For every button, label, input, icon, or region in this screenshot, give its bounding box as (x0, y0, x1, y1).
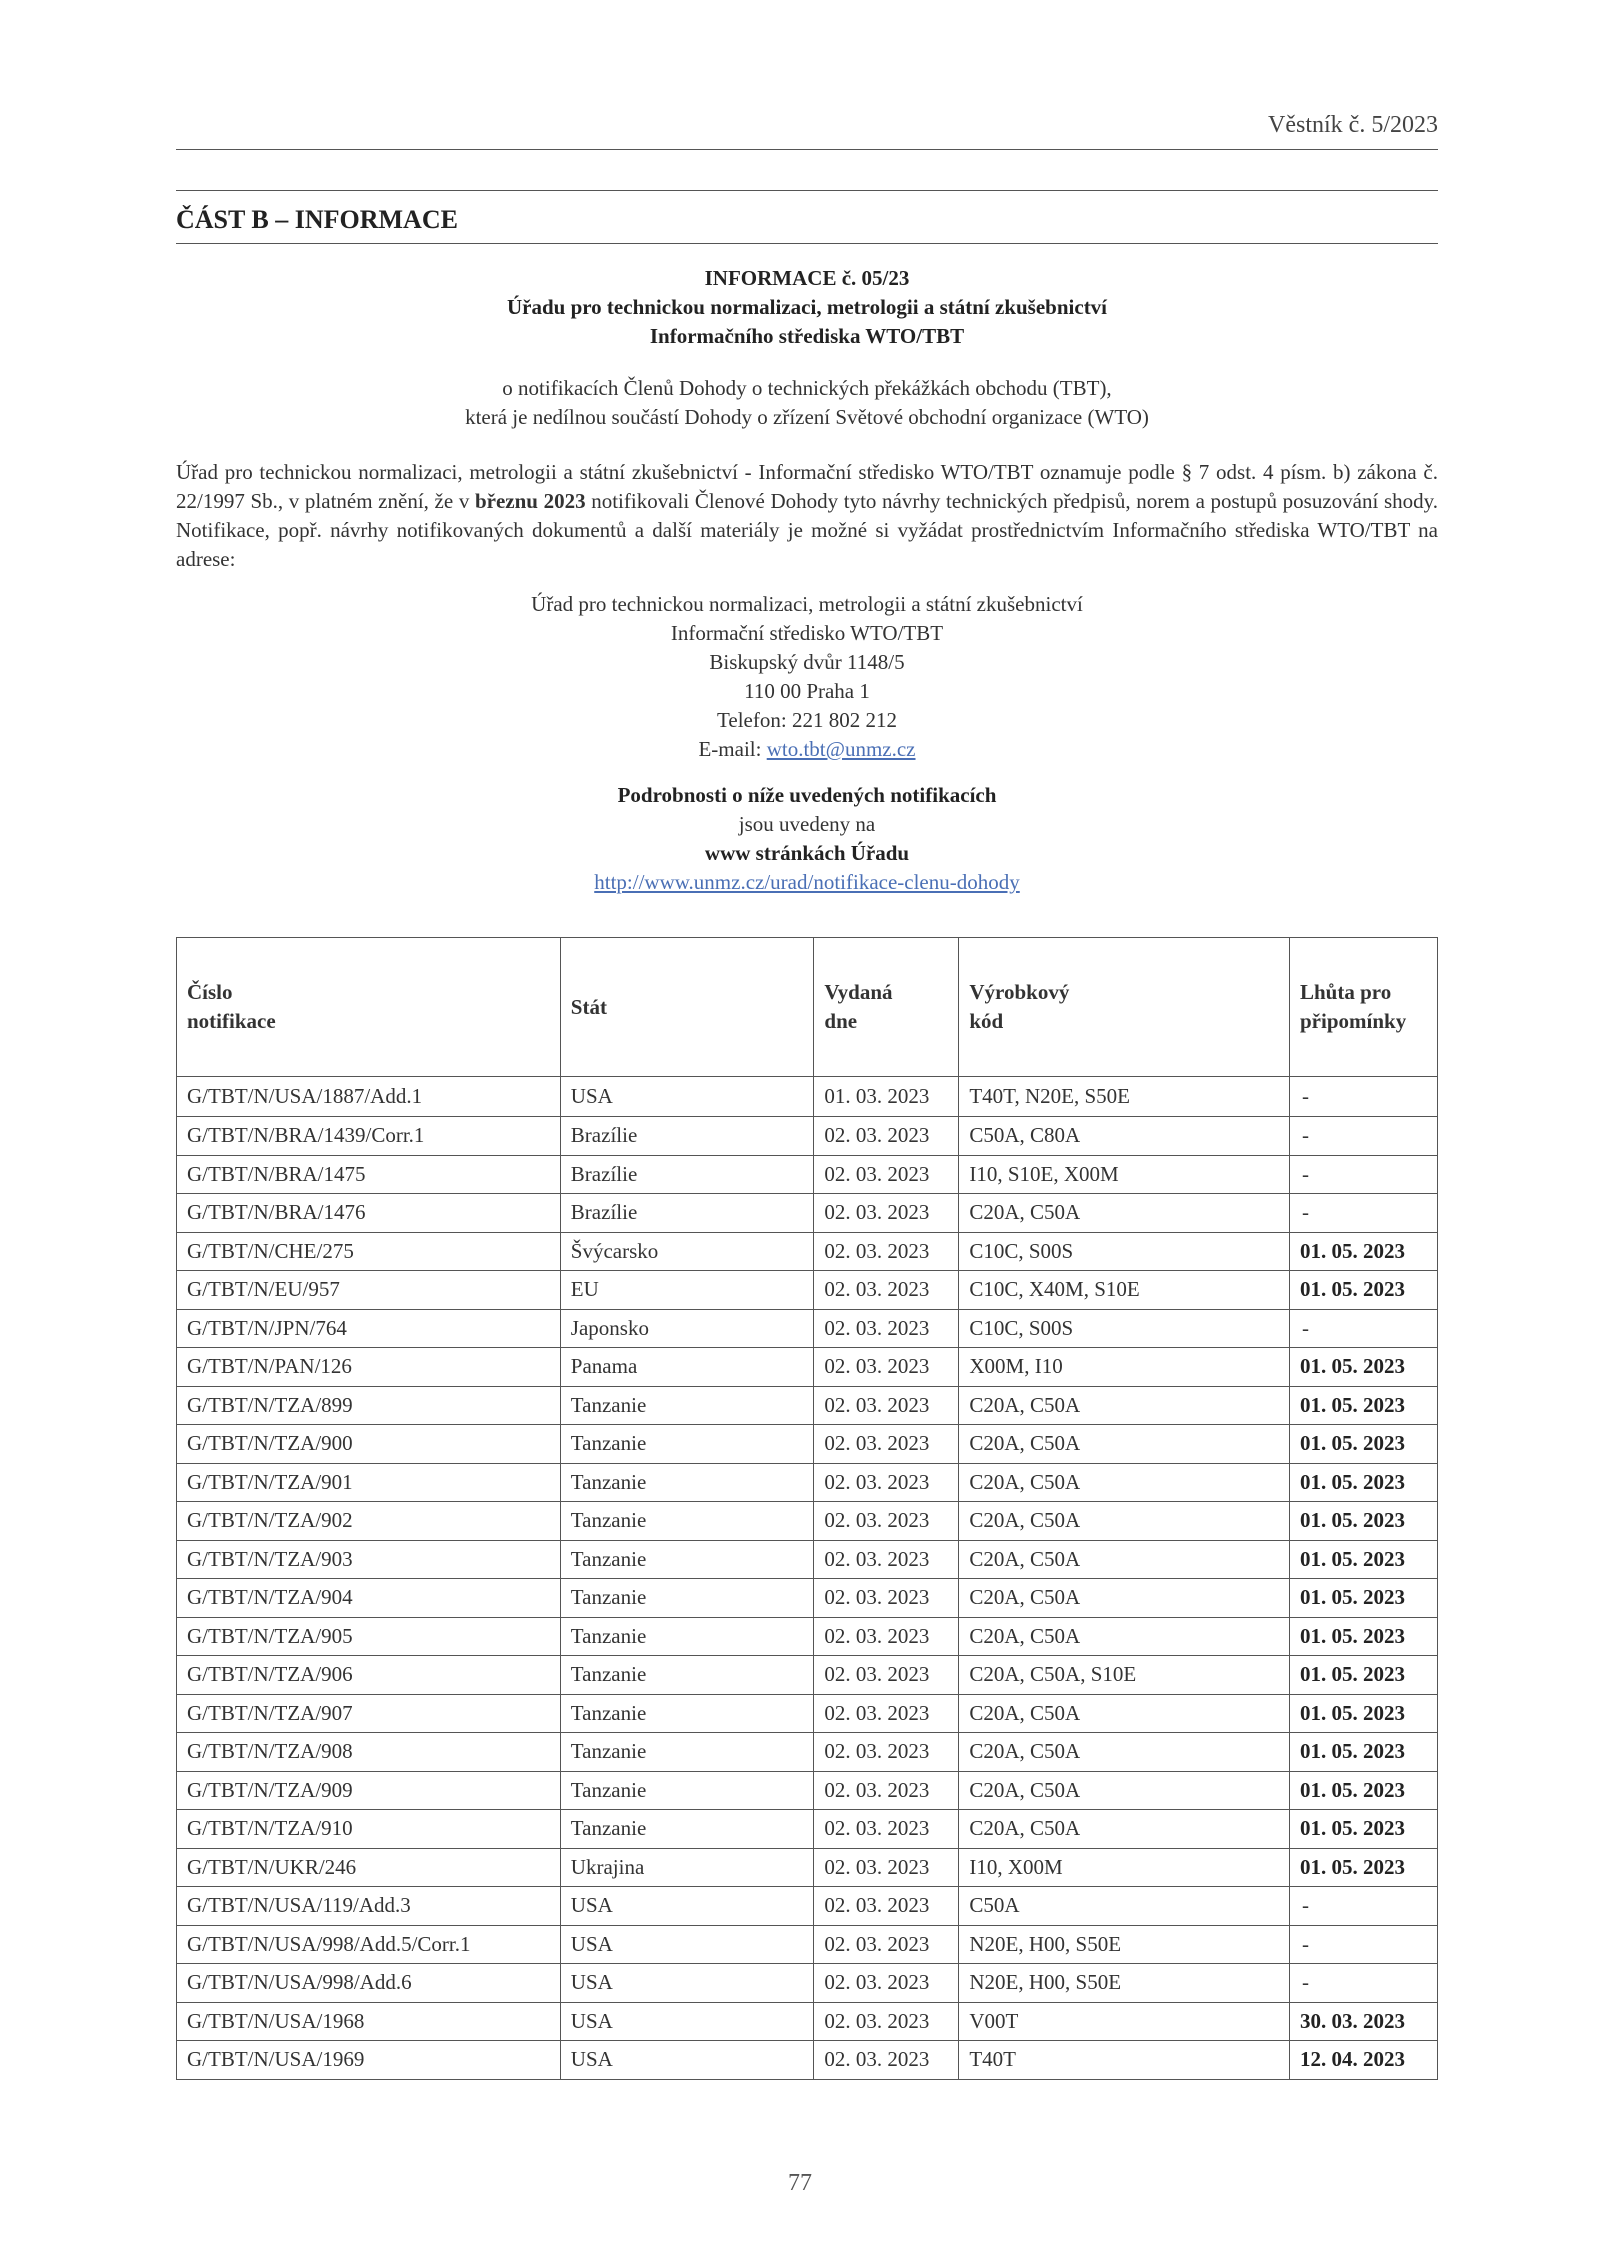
issued-date-cell: 02. 03. 2023 (814, 1579, 959, 1618)
table-header-row (177, 938, 1438, 1077)
product-code-cell: I10, X00M (959, 1848, 1290, 1887)
address-line: Informační středisko WTO/TBT (670, 621, 944, 645)
info-issuer: Úřadu pro technickou normalizaci, metrologii a státní zkušebnictví (506, 295, 1108, 319)
state-cell: USA (560, 2041, 814, 2080)
header-state: Stát (560, 938, 814, 1077)
table-row (177, 1887, 1438, 1926)
state-cell: USA (560, 2002, 814, 2041)
deadline-cell: 01. 05. 2023 (1290, 1502, 1438, 1541)
state-cell: Tanzanie (560, 1386, 814, 1425)
product-code-cell: C50A (959, 1887, 1290, 1926)
deadline-cell: 01. 05. 2023 (1290, 1810, 1438, 1849)
issued-date-cell: 02. 03. 2023 (814, 1887, 959, 1926)
table-row (177, 1502, 1438, 1541)
deadline-cell: - (1290, 1155, 1438, 1194)
issued-date-cell: 02. 03. 2023 (814, 1694, 959, 1733)
table-row (177, 1964, 1438, 2003)
notification-number-cell: G/TBT/N/CHE/275 (177, 1232, 561, 1271)
state-cell: Tanzanie (560, 1463, 814, 1502)
deadline-cell: - (1290, 1077, 1438, 1117)
product-code-cell: X00M, I10 (959, 1348, 1290, 1387)
product-code-cell: N20E, H00, S50E (959, 1925, 1290, 1964)
address-block (176, 590, 1438, 764)
table-row (177, 1386, 1438, 1425)
product-code-cell: C20A, C50A (959, 1771, 1290, 1810)
product-code-cell: C20A, C50A (959, 1425, 1290, 1464)
issued-date-cell: 02. 03. 2023 (814, 1771, 959, 1810)
notifications-table (176, 937, 1438, 2080)
product-code-cell: C20A, C50A (959, 1733, 1290, 1772)
notification-number-cell: G/TBT/N/BRA/1439/Corr.1 (177, 1117, 561, 1156)
product-code-cell: V00T (959, 2002, 1290, 2041)
info-subtitle-line: o notifikacích Členů Dohody o technických překážkách obchodu (TBT), (502, 376, 1112, 400)
table-row (177, 1848, 1438, 1887)
intro-paragraph (176, 458, 1438, 574)
table-row (177, 2002, 1438, 2041)
table-row (177, 1117, 1438, 1156)
notification-number-cell: G/TBT/N/UKR/246 (177, 1848, 561, 1887)
address-email-line (176, 735, 1438, 764)
deadline-cell: 01. 05. 2023 (1290, 1232, 1438, 1271)
table-row (177, 1232, 1438, 1271)
table-row (177, 1309, 1438, 1348)
notification-number-cell: G/TBT/N/TZA/909 (177, 1771, 561, 1810)
product-code-cell: C20A, C50A (959, 1463, 1290, 1502)
product-code-cell: T40T (959, 2041, 1290, 2080)
table-row (177, 1771, 1438, 1810)
state-cell: Tanzanie (560, 1733, 814, 1772)
notification-number-cell: G/TBT/N/TZA/908 (177, 1733, 561, 1772)
state-cell: Tanzanie (560, 1540, 814, 1579)
deadline-cell: 01. 05. 2023 (1290, 1617, 1438, 1656)
product-code-cell: C20A, C50A (959, 1502, 1290, 1541)
notification-number-cell: G/TBT/N/USA/998/Add.6 (177, 1964, 561, 2003)
product-code-cell: C10C, X40M, S10E (959, 1271, 1290, 1310)
deadline-cell: 01. 05. 2023 (1290, 1386, 1438, 1425)
table-row (177, 1155, 1438, 1194)
issued-date-cell: 02. 03. 2023 (814, 1348, 959, 1387)
address-line: Biskupský dvůr 1148/5 (709, 650, 905, 674)
notification-number-cell: G/TBT/N/TZA/906 (177, 1656, 561, 1695)
product-code-cell: T40T, N20E, S50E (959, 1077, 1290, 1117)
table-row (177, 1579, 1438, 1618)
state-cell: Tanzanie (560, 1617, 814, 1656)
product-code-cell: C20A, C50A (959, 1194, 1290, 1233)
table-row (177, 1271, 1438, 1310)
notification-number-cell: G/TBT/N/EU/957 (177, 1271, 561, 1310)
table-row (177, 1425, 1438, 1464)
notification-number-cell: G/TBT/N/USA/1968 (177, 2002, 561, 2041)
product-code-cell: C20A, C50A (959, 1694, 1290, 1733)
deadline-cell: - (1290, 1117, 1438, 1156)
product-code-cell: C20A, C50A (959, 1386, 1290, 1425)
notification-number-cell: G/TBT/N/BRA/1475 (177, 1155, 561, 1194)
deadline-cell: 01. 05. 2023 (1290, 1540, 1438, 1579)
header-product-code: Výrobkový kód (959, 938, 1290, 1077)
product-code-cell: C50A, C80A (959, 1117, 1290, 1156)
table-row (177, 1348, 1438, 1387)
deadline-cell: 30. 03. 2023 (1290, 2002, 1438, 2041)
notification-number-cell: G/TBT/N/BRA/1476 (177, 1194, 561, 1233)
state-cell: USA (560, 1887, 814, 1926)
deadline-cell: - (1290, 1309, 1438, 1348)
intro-text: Úřad pro technickou normalizaci, metrologii a státní zkušebnictví - Informační středisko WTO/TBT oznamuje podle § 7 odst. 4 písm. b) zákona č. 22/1997 Sb., v platném znění, že v (176, 460, 1438, 513)
state-cell: USA (560, 1077, 814, 1117)
state-cell: Brazílie (560, 1117, 814, 1156)
page-number: 77 (788, 2170, 812, 2196)
product-code-cell: C20A, C50A (959, 1810, 1290, 1849)
details-line: Podrobnosti o níže uvedených notifikacích (617, 783, 997, 807)
notification-number-cell: G/TBT/N/JPN/764 (177, 1309, 561, 1348)
section-title: ČÁST B – INFORMACE (176, 190, 1438, 244)
info-subtitle-block (176, 374, 1438, 432)
header-notification-number: Číslo notifikace (177, 938, 561, 1077)
issued-date-cell: 02. 03. 2023 (814, 1617, 959, 1656)
issued-date-cell: 02. 03. 2023 (814, 2002, 959, 2041)
deadline-cell: - (1290, 1887, 1438, 1926)
deadline-cell: 12. 04. 2023 (1290, 2041, 1438, 2080)
details-line: www stránkách Úřadu (704, 841, 910, 865)
state-cell: Brazílie (560, 1155, 814, 1194)
issued-date-cell: 02. 03. 2023 (814, 1540, 959, 1579)
deadline-cell: 01. 05. 2023 (1290, 1425, 1438, 1464)
table-row (177, 1694, 1438, 1733)
issued-date-cell: 02. 03. 2023 (814, 1271, 959, 1310)
deadline-cell: 01. 05. 2023 (1290, 1733, 1438, 1772)
deadline-cell: 01. 05. 2023 (1290, 1579, 1438, 1618)
deadline-cell: 01. 05. 2023 (1290, 1656, 1438, 1695)
notification-number-cell: G/TBT/N/TZA/905 (177, 1617, 561, 1656)
notification-number-cell: G/TBT/N/USA/998/Add.5/Corr.1 (177, 1925, 561, 1964)
product-code-cell: C10C, S00S (959, 1309, 1290, 1348)
intro-text: notifikovali Členové Dohody tyto návrhy technických předpisů, norem a postupů posuzování shody. Notifikace, popř. návrhy notifikovaných dokumentů a další materiály je možné si vyžádat prostřednictvím Informačního střediska WTO/TBT na adrese: (176, 489, 1439, 571)
deadline-cell: 01. 05. 2023 (1290, 1694, 1438, 1733)
table-row (177, 1540, 1438, 1579)
deadline-cell: - (1290, 1964, 1438, 2003)
state-cell: Tanzanie (560, 1810, 814, 1849)
table-row (177, 1925, 1438, 1964)
state-cell: Japonsko (560, 1309, 814, 1348)
notification-number-cell: G/TBT/N/TZA/902 (177, 1502, 561, 1541)
issued-date-cell: 01. 03. 2023 (814, 1077, 959, 1117)
table-row (177, 1077, 1438, 1117)
notification-number-cell: G/TBT/N/TZA/899 (177, 1386, 561, 1425)
issued-date-cell: 02. 03. 2023 (814, 1232, 959, 1271)
details-block (176, 781, 1438, 897)
state-cell: USA (560, 1925, 814, 1964)
state-cell: Tanzanie (560, 1656, 814, 1695)
product-code-cell: C20A, C50A, S10E (959, 1656, 1290, 1695)
issued-date-cell: 02. 03. 2023 (814, 1656, 959, 1695)
issued-date-cell: 02. 03. 2023 (814, 1733, 959, 1772)
state-cell: Tanzanie (560, 1579, 814, 1618)
deadline-cell: 01. 05. 2023 (1290, 1848, 1438, 1887)
deadline-cell: 01. 05. 2023 (1290, 1771, 1438, 1810)
deadline-cell: - (1290, 1194, 1438, 1233)
notification-number-cell: G/TBT/N/TZA/901 (177, 1463, 561, 1502)
state-cell: Tanzanie (560, 1425, 814, 1464)
info-number: INFORMACE č. 05/23 (704, 266, 910, 290)
notification-number-cell: G/TBT/N/TZA/903 (177, 1540, 561, 1579)
state-cell: Švýcarsko (560, 1232, 814, 1271)
issued-date-cell: 02. 03. 2023 (814, 1463, 959, 1502)
deadline-cell: - (1290, 1925, 1438, 1964)
issued-date-cell: 02. 03. 2023 (814, 1925, 959, 1964)
product-code-cell: I10, S10E, X00M (959, 1155, 1290, 1194)
notification-number-cell: G/TBT/N/TZA/910 (177, 1810, 561, 1849)
issued-date-cell: 02. 03. 2023 (814, 1848, 959, 1887)
state-cell: USA (560, 1964, 814, 2003)
notification-number-cell: G/TBT/N/USA/1969 (177, 2041, 561, 2080)
product-code-cell: C20A, C50A (959, 1579, 1290, 1618)
issued-date-cell: 02. 03. 2023 (814, 1810, 959, 1849)
deadline-cell: 01. 05. 2023 (1290, 1348, 1438, 1387)
notification-number-cell: G/TBT/N/USA/1887/Add.1 (177, 1077, 561, 1117)
table-row (177, 2041, 1438, 2080)
address-line: 110 00 Praha 1 (744, 679, 870, 703)
product-code-cell: C10C, S00S (959, 1232, 1290, 1271)
product-code-cell: C20A, C50A (959, 1540, 1290, 1579)
email-link[interactable]: wto.tbt@unmz.cz (766, 737, 916, 761)
state-cell: Brazílie (560, 1194, 814, 1233)
issued-date-cell: 02. 03. 2023 (814, 1386, 959, 1425)
issued-date-cell: 02. 03. 2023 (814, 1117, 959, 1156)
state-cell: Tanzanie (560, 1694, 814, 1733)
notification-number-cell: G/TBT/N/TZA/904 (177, 1579, 561, 1618)
issued-date-cell: 02. 03. 2023 (814, 1502, 959, 1541)
table-row (177, 1656, 1438, 1695)
notification-number-cell: G/TBT/N/USA/119/Add.3 (177, 1887, 561, 1926)
state-cell: Tanzanie (560, 1771, 814, 1810)
issued-date-cell: 02. 03. 2023 (814, 1425, 959, 1464)
issued-date-cell: 02. 03. 2023 (814, 1964, 959, 2003)
state-cell: Ukrajina (560, 1848, 814, 1887)
notification-number-cell: G/TBT/N/PAN/126 (177, 1348, 561, 1387)
info-subtitle-line: která je nedílnou součástí Dohody o zřízení Světové obchodní organizace (WTO) (465, 405, 1149, 429)
issued-date-cell: 02. 03. 2023 (814, 2041, 959, 2080)
deadline-cell: 01. 05. 2023 (1290, 1271, 1438, 1310)
details-line: jsou uvedeny na (738, 812, 876, 836)
notification-number-cell: G/TBT/N/TZA/907 (177, 1694, 561, 1733)
header-comment-deadline: Lhůta pro připomínky (1290, 938, 1438, 1077)
state-cell: Tanzanie (560, 1502, 814, 1541)
email-label: E-mail: (698, 737, 767, 761)
issued-date-cell: 02. 03. 2023 (814, 1309, 959, 1348)
notification-number-cell: G/TBT/N/TZA/900 (177, 1425, 561, 1464)
table-row (177, 1194, 1438, 1233)
running-header: Věstník č. 5/2023 (176, 112, 1438, 150)
issued-date-cell: 02. 03. 2023 (814, 1155, 959, 1194)
product-code-cell: C20A, C50A (959, 1617, 1290, 1656)
intro-month: březnu 2023 (474, 489, 586, 513)
table-row (177, 1733, 1438, 1772)
address-line: Úřad pro technickou normalizaci, metrologii a státní zkušebnictví (531, 592, 1083, 616)
address-phone: Telefon: 221 802 212 (717, 708, 897, 732)
issued-date-cell: 02. 03. 2023 (814, 1194, 959, 1233)
table-row (177, 1463, 1438, 1502)
state-cell: EU (560, 1271, 814, 1310)
table-row (177, 1810, 1438, 1849)
deadline-cell: 01. 05. 2023 (1290, 1463, 1438, 1502)
state-cell: Panama (560, 1348, 814, 1387)
product-code-cell: N20E, H00, S50E (959, 1964, 1290, 2003)
info-title-block (176, 264, 1438, 351)
header-issued-date: Vydaná dne (814, 938, 959, 1077)
details-url-link[interactable]: http://www.unmz.cz/urad/notifikace-clenu-dohody (594, 870, 1020, 894)
table-row (177, 1617, 1438, 1656)
info-center: Informačního střediska WTO/TBT (649, 324, 965, 348)
